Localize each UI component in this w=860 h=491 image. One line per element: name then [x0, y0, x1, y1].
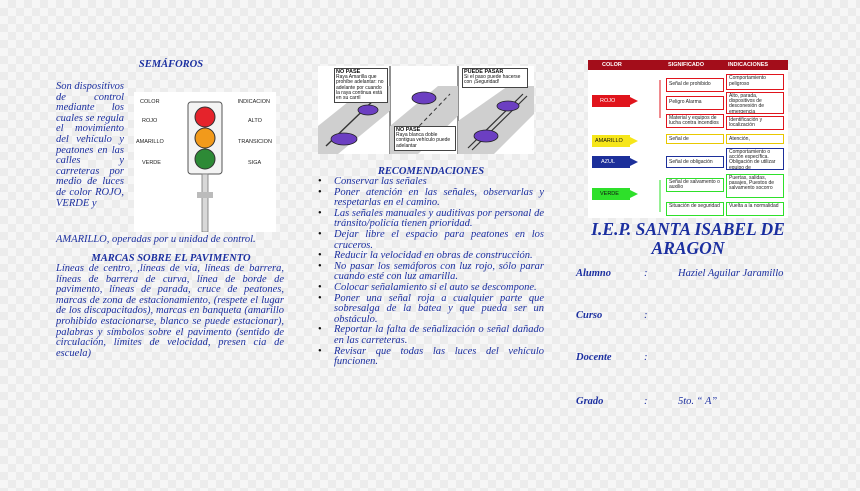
- figure-row-color: AMARILLO: [136, 139, 164, 145]
- field-value: 5to. “ A”: [678, 396, 718, 407]
- road-panel-1-title: NO PASE: [336, 69, 361, 75]
- table-cell-significado: Señal de: [666, 134, 724, 144]
- color-name: AZUL: [601, 159, 616, 165]
- semaforos-tail: AMARILLO, operadas por u unidad de control.: [56, 234, 256, 245]
- field-value: Haziel Aguilar Jaramillo: [678, 268, 784, 279]
- table-cell-indicacion: Puertas, salidas, pasajes, Puestos de salvamento socorro: [726, 174, 784, 198]
- color-name: AMARILLO: [595, 138, 623, 144]
- table-cell-indicacion: Atención,: [726, 134, 784, 144]
- list-item: • Conservar las señales: [318, 177, 544, 188]
- table-header-indicaciones: INDICACIONES: [728, 62, 769, 68]
- green-light: [195, 149, 215, 169]
- semaforos-title: SEMÁFOROS: [138, 59, 204, 70]
- road-panel-3-title: NO PASE: [396, 127, 421, 133]
- road-signs-figure: [318, 66, 534, 154]
- amber-light: [195, 128, 215, 148]
- table-cell-significado: Señal de obligación: [666, 156, 724, 168]
- figure-row-indication: ALTO: [248, 118, 262, 124]
- field-label: Alumno: [576, 268, 612, 279]
- table-cell-indicacion: Comportamiento o acción específica. Obligación de utilizar equipo de: [726, 148, 784, 170]
- color-name: ROJO: [600, 98, 616, 104]
- list-item: • Revisar que todas las luces del vehículo funcionen.: [318, 347, 544, 368]
- recomendaciones-list: [318, 177, 544, 368]
- road-panel-3-note: [394, 126, 456, 151]
- field-colon: :: [644, 268, 648, 279]
- list-item: • Colocar señalamiento si el auto se descompone.: [318, 283, 544, 294]
- red-light: [195, 107, 215, 127]
- list-item: • Dejar libre el espacio para peatones en los cruceros.: [318, 230, 544, 251]
- figure-color-header: COLOR: [140, 99, 160, 105]
- marcas-body: Líneas de centro, ,líneas de vía, líneas de barrera, líneas de barrera de curva, línea de borde de pavimento, líneas de parada, cruce de peatones, marcas de zona de estacionamiento, (respete el lugar de los discapacitados), marcas en banqueta (amarillo prohibido estacionarse, blanco se puede estacionar), palabras y símbolos sobre el pavimento (sentido de circulación, límites de velocidad, presen cia de escuela): [56, 263, 284, 359]
- road-panel-2-text: Si el paso puede hacerse con ¡Seguridad!: [464, 74, 521, 86]
- road-panel-2-title: PUEDE PASAR: [464, 69, 504, 75]
- traffic-light-figure: [134, 92, 276, 232]
- field-colon: :: [644, 352, 648, 363]
- road-panel-3-text: Raya blanca doble contigua vehículo puede adelantar: [396, 132, 451, 149]
- field-label: Grado: [576, 396, 604, 407]
- color-significance-table: [588, 60, 788, 218]
- field-colon: :: [644, 396, 648, 407]
- road-panel-1-note: [334, 68, 388, 103]
- figure-row-indication: TRANSICION: [238, 139, 272, 145]
- table-cell-significado: Material y equipos de lucha contra incendios: [666, 114, 724, 128]
- list-item: • Poner atención en las señales, observarlas y respetarlas en el camino.: [318, 188, 544, 209]
- road-panel-1-text: Raya Amarilla que prohíbe adelantar: no adelante por cuando la raya continua está en su carril: [336, 74, 384, 102]
- list-item: • No pasar los semáforos con luz rojo, sólo parar cuando esté con luz amarilla.: [318, 262, 544, 283]
- list-item: • Las señales manuales y auditivas por personal de tránsito/policía tienen prioridad.: [318, 209, 544, 230]
- figure-indication-header: INDICACION: [237, 99, 270, 105]
- color-swatch-azul: [592, 156, 630, 168]
- marcas-title: MARCAS SOBRE EL PAVIMENTO: [91, 253, 251, 264]
- table-header-significado: SIGNIFICADO: [668, 62, 705, 68]
- table-cell-indicacion: Identificación y localización: [726, 116, 784, 130]
- table-header-color: COLOR: [602, 62, 622, 68]
- figure-row-indication: SIGA: [248, 160, 262, 166]
- table-cell-significado: Peligro Alarma: [666, 96, 724, 110]
- color-swatch-amarillo: [592, 135, 630, 147]
- table-cell-indicacion: Comportamiento peligroso: [726, 74, 784, 90]
- table-cell-indicacion: Vuelta a la normalidad: [726, 202, 784, 216]
- field-colon: :: [644, 310, 648, 321]
- table-cell-significado: Situación de seguridad: [666, 202, 724, 216]
- semaforos-body: Son dispositivos de control mediante los cuales se regula el movimiento del vehículo y peatones en las calles y carreteras por medio de luces de color ROJO, VERDE y: [56, 81, 124, 209]
- color-name: VERDE: [600, 191, 619, 197]
- figure-row-color: VERDE: [142, 160, 161, 166]
- list-item: • Reducir la velocidad en obras de construcción.: [318, 251, 544, 262]
- table-cell-significado: Señal de prohibido: [666, 78, 724, 92]
- field-label: Curso: [576, 310, 603, 321]
- color-swatch-verde: [592, 188, 630, 200]
- table-cell-indicacion: Alto, parada, dispositivos de desconexión de emergencia: [726, 92, 784, 114]
- list-item: • Poner una señal roja a cualquier parte que sobresalga de la batea y que pueda ser un obstáculo.: [318, 294, 544, 326]
- field-label: Docente: [576, 352, 612, 363]
- road-panel-2-note: [462, 68, 528, 88]
- figure-row-color: ROJO: [142, 118, 158, 124]
- list-item: • Reportar la falta de señalización o señal dañado en las carreteras.: [318, 325, 544, 346]
- table-cell-significado: Señal de salvamento o auxilio: [666, 178, 724, 192]
- recomendaciones-title: RECOMENDACIONES: [377, 166, 485, 177]
- traffic-light-icon: [134, 92, 276, 232]
- school-title: I.E.P. SANTA ISABEL DE ARAGON: [591, 219, 785, 258]
